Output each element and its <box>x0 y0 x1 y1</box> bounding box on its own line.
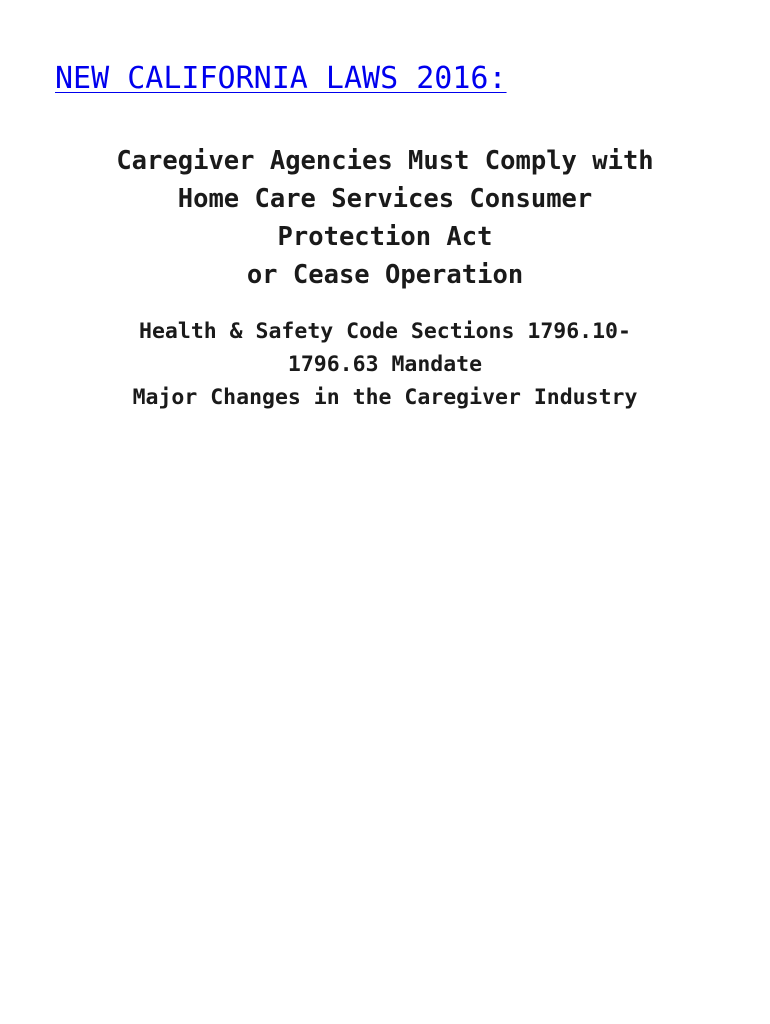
sub-heading-line-3: Major Changes in the Caregiver Industry <box>132 385 638 410</box>
main-heading-line-2: Home Care Services Consumer <box>177 184 593 214</box>
sub-heading-line-2: 1796.63 Mandate <box>287 352 483 377</box>
sub-heading-line-1: Health & Safety Code Sections 1796.10- <box>139 319 631 344</box>
main-heading-line-4: or Cease Operation <box>246 260 524 290</box>
main-heading-line-3: Protection Act <box>277 222 493 252</box>
title-link[interactable]: NEW CALIFORNIA LAWS 2016: <box>55 61 507 96</box>
main-heading-line-1: Caregiver Agencies Must Comply with <box>116 146 654 176</box>
main-heading <box>0 142 770 294</box>
sub-heading <box>0 315 770 414</box>
